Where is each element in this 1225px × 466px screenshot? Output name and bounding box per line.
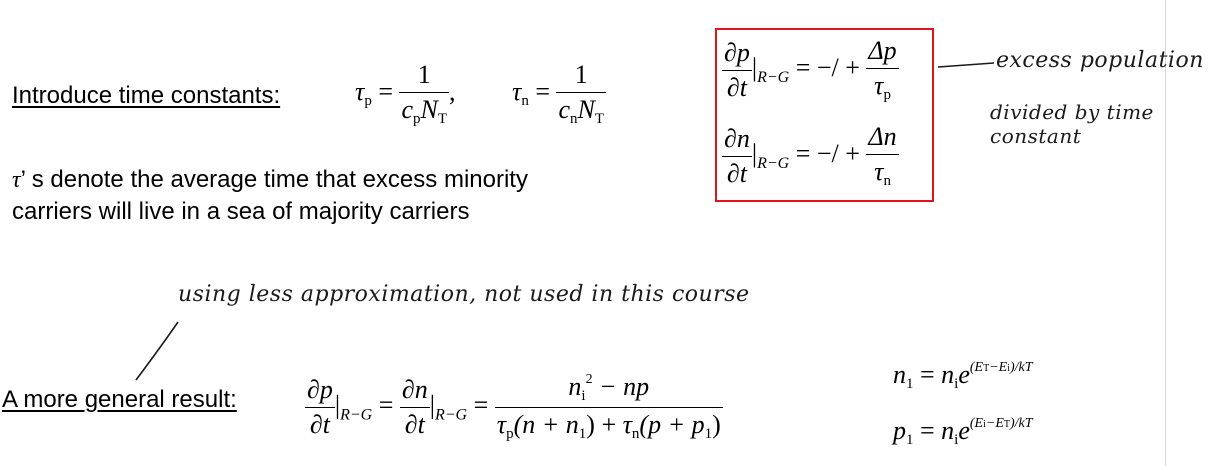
equals-sign: = <box>473 390 489 420</box>
eval-bar: | <box>751 138 758 168</box>
denominator: ∂t <box>400 407 430 440</box>
eval-bar: | <box>334 390 341 420</box>
dn-dt-fraction <box>722 124 752 189</box>
one-sub: 1 <box>906 376 914 392</box>
dp-dt-fraction <box>305 375 335 440</box>
denominator: ∂t <box>722 156 752 189</box>
tau-symbol: τ <box>512 76 522 106</box>
arrow-stroke <box>136 322 178 380</box>
tau-n-formula <box>512 60 606 128</box>
tau-sub: p <box>364 92 372 109</box>
p1-exponent <box>970 416 1033 431</box>
tau-description <box>12 164 528 228</box>
denominator: ∂t <box>722 70 752 103</box>
rg-subscript: R−G <box>434 406 468 424</box>
n-sub: T <box>594 111 605 127</box>
line1-text: ’ s denote the average time that excess minority <box>20 166 528 193</box>
dp-dt-fraction <box>722 38 752 103</box>
tau-sub: n <box>883 173 891 189</box>
rg-subscript: R−G <box>340 406 373 424</box>
tau-sub: p <box>506 426 514 442</box>
srh-denominator <box>495 407 723 443</box>
n1-exponent <box>970 360 1033 375</box>
tau-p-fraction <box>399 60 449 128</box>
c-symbol: c <box>558 95 571 124</box>
tau-sub: n <box>631 426 640 442</box>
boxed-eq-p <box>722 36 899 104</box>
i-sub: i <box>954 376 959 392</box>
e-symbol: e <box>958 416 970 445</box>
denominator: ∂t <box>305 407 335 440</box>
tau-symbol: τ <box>496 410 507 439</box>
tau-description-line1 <box>12 164 528 196</box>
i-sub: i <box>581 388 586 404</box>
n1-definition <box>893 360 1033 393</box>
exp-T: T <box>983 363 990 374</box>
tau-symbol: τ <box>12 167 21 193</box>
annotation-dash <box>936 55 996 75</box>
srh-fraction <box>495 372 723 443</box>
tau-symbol: τ <box>874 157 884 186</box>
close-paren: ) <box>586 410 595 439</box>
exp-tail: )/kT <box>1010 416 1033 431</box>
equals-sign: = <box>920 360 935 389</box>
equals-sign: = <box>378 390 394 420</box>
general-note: using less approximation, not used in this course <box>178 282 750 307</box>
general-equation <box>305 372 723 443</box>
numerator: Δp <box>868 36 897 65</box>
exp-i: i <box>1007 363 1010 374</box>
numerator: ∂p <box>724 37 750 67</box>
delta-n-fraction <box>866 122 898 190</box>
eval-bar: | <box>429 390 435 420</box>
denominator <box>866 154 898 190</box>
n-symbol: n <box>568 372 582 401</box>
numerator: ∂n <box>724 123 750 153</box>
e-symbol: e <box>958 360 970 389</box>
n-symbol: N <box>577 95 595 124</box>
exp-minus-e: −E <box>985 416 1004 431</box>
equals-sign: = <box>920 416 935 445</box>
delta-p-fraction <box>866 36 898 104</box>
denominator <box>556 92 606 128</box>
numerator: 1 <box>417 60 431 89</box>
c-sub: p <box>413 111 421 127</box>
p-term: (p + p <box>639 410 705 439</box>
tau-description-line2: carriers will live in a sea of majority carriers <box>12 198 470 225</box>
eval-bar: | <box>751 52 758 82</box>
n-sub: T <box>437 111 448 127</box>
exp-T: T <box>1003 419 1010 430</box>
sign-text: = −/ + <box>795 138 860 168</box>
denominator <box>866 68 898 104</box>
p1-definition <box>893 416 1033 449</box>
general-label: A more general result: <box>2 386 237 413</box>
sign-text: = −/ + <box>795 52 860 82</box>
annotation-dash-stroke <box>938 63 994 67</box>
dn-dt-fraction <box>400 375 430 440</box>
numerator: 1 <box>574 60 588 89</box>
close-paren: ) <box>712 410 721 439</box>
plus-sign: + <box>594 410 623 439</box>
n-term: (n + n <box>513 410 579 439</box>
exp-i: i <box>983 419 986 430</box>
tau-p-formula <box>355 60 456 128</box>
one-sub: 1 <box>704 426 713 442</box>
exp-open: (E <box>969 360 984 375</box>
tau-symbol: τ <box>622 410 632 439</box>
np-term: − np <box>599 372 650 401</box>
tau-sub: n <box>521 92 529 109</box>
one-sub: 1 <box>578 426 587 442</box>
tau-sub: p <box>883 87 891 103</box>
equals-sign: = <box>535 76 550 106</box>
exp-minus-e: −E <box>989 360 1008 375</box>
general-note-arrow <box>130 318 190 388</box>
n-symbol: n <box>941 416 955 445</box>
rg-subscript: R−G <box>757 68 790 86</box>
tau-symbol: τ <box>355 76 365 106</box>
denominator <box>399 92 449 128</box>
one-sub: 1 <box>906 432 914 448</box>
tau-symbol: τ <box>874 71 884 100</box>
exp-tail: )/kT <box>1010 360 1033 375</box>
exp-open: (E <box>969 416 984 431</box>
numerator: ∂n <box>401 375 428 404</box>
i-sub: i <box>954 432 959 448</box>
rg-subscript: R−G <box>757 154 790 172</box>
numerator: ∂p <box>307 375 333 404</box>
n-symbol: N <box>420 95 438 124</box>
box-note-line2: divided by time constant <box>990 100 1154 148</box>
n-symbol: n <box>941 360 955 389</box>
p-symbol: p <box>893 416 906 445</box>
comma: , <box>449 76 456 106</box>
square-sup: 2 <box>585 372 593 387</box>
boxed-eq-n <box>722 122 899 190</box>
numerator: Δn <box>868 122 897 151</box>
c-sub: n <box>570 111 578 127</box>
srh-numerator <box>495 372 723 407</box>
tau-n-fraction <box>556 60 606 128</box>
equals-sign: = <box>378 76 393 106</box>
c-symbol: c <box>401 95 414 124</box>
n-symbol: n <box>893 360 906 389</box>
box-note-line1: excess population <box>996 48 1204 73</box>
intro-label: Introduce time constants: <box>12 82 281 109</box>
